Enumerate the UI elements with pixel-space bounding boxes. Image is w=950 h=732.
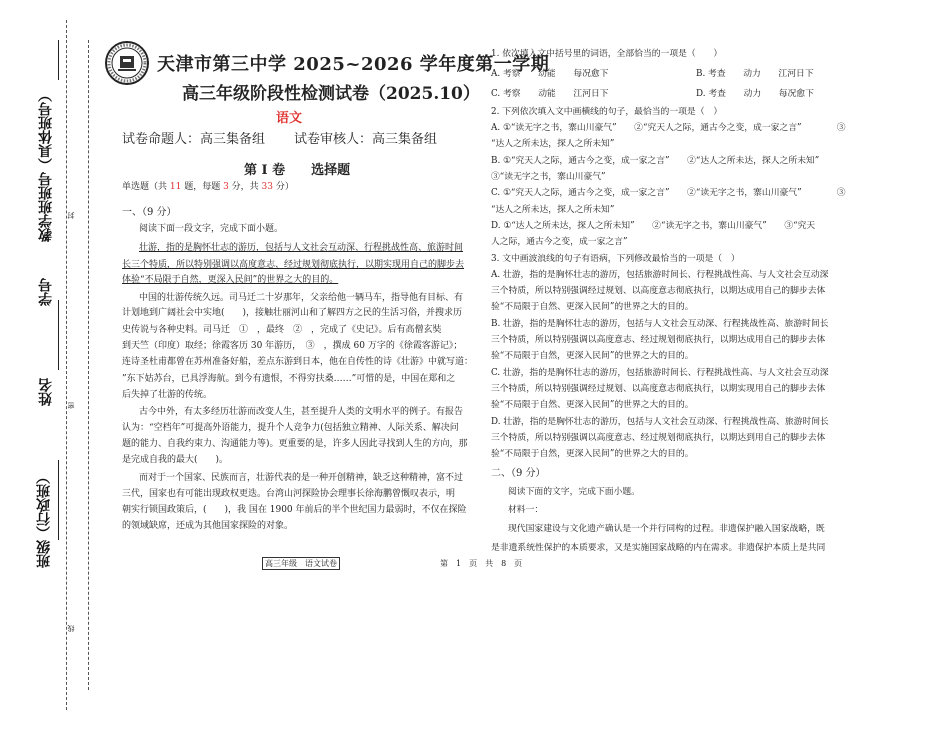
binding-underline-1 bbox=[58, 460, 59, 540]
volume-title: 第 I 卷 选择题 bbox=[244, 163, 351, 178]
q2-option-line: B. ①“究天人之际，通古今之变，成一家之言” ②“达人之所未达，探人之所未知” bbox=[491, 156, 820, 166]
passage-line: 的领域缺席，还成为其他国家探险的对象。 bbox=[122, 521, 294, 531]
passage-line: 阅读下面的文字，完成下面小题。 bbox=[508, 487, 640, 497]
q3-option-line: 三个特质，所以特别强调经过规划、以高度意志彻底执行，以期实现用自己的脚步去体 bbox=[491, 384, 826, 394]
q2-option-line: “达人之所未达，探人之所未知” bbox=[491, 205, 615, 215]
binding-dashed-line-inner bbox=[88, 40, 89, 690]
q3-option-line: 验“不局限于自然、更深入民间”的世界之大的目的。 bbox=[491, 302, 694, 312]
footer-page: 第 1 页 共 8 页 bbox=[440, 559, 523, 568]
q2-option-line: C. ①“究天人之际，通古今之变，成一家之言” ②“读无字之书，寨山川豪气” ③ bbox=[491, 188, 846, 198]
binding-underline-2 bbox=[58, 300, 59, 370]
question-3: 3. 文中画波浪线的句子有语病，下列修改最恰当的一项是（ ） bbox=[491, 254, 740, 264]
passage-line: 而对于一个国家、民族而言，壮游代表的是一种开创精神，缺乏这种精神，富不过 bbox=[139, 473, 464, 483]
question-1: 1. 依次填入文中括号里的词语，全部恰当的一项是（ ） bbox=[491, 49, 723, 59]
seal-char-mi: 密 bbox=[67, 402, 75, 409]
passage-line: 是非遗系统性保护的本质要求，又是实施国家战略的内在需求。非遗保护本质上是共同 bbox=[491, 543, 826, 553]
q1-option-b: B. 考查 动力 江河日下 bbox=[696, 69, 814, 79]
passage-line: 中国的壮游传统久远。司马迁二十岁那年，父亲给他一辆马车，指导他有目标、有 bbox=[139, 293, 464, 303]
passage-line: 材料一： bbox=[508, 505, 544, 515]
section-intro: 单选题（共 11 题，每题 3 分，共 33 分） bbox=[122, 182, 294, 192]
exam-title: 高三年级阶段性检测试卷（2025.10） bbox=[182, 84, 480, 104]
q1-option-d: D. 考查 动力 每况愈下 bbox=[696, 89, 814, 99]
q2-option-line: ③“读无字之书，寨山川豪气” bbox=[491, 172, 606, 182]
q3-option-line: 三个特质，所以特别强调以高度意志、经过规划彻底执行，以期达到用自己的脚步去体 bbox=[491, 433, 826, 443]
school-title: 天津市第三中学 2025~2026 学年度第一学期 bbox=[157, 54, 550, 75]
passage-line: 题的能力、自我约束力、沟通能力等)。更重要的是，许多人因此寻找到人生的方向，那 bbox=[122, 439, 468, 449]
student-id-label: 学号 bbox=[38, 278, 54, 306]
seal-char-xian: 线 bbox=[67, 625, 75, 632]
passage-line: 古今中外，有太多经历壮游而改变人生，甚至提升人类的文明水平的例子。有报告 bbox=[139, 407, 464, 417]
passage-line-underlined: 壮游，指的是胸怀壮志的游历，包括与人文社会互动深、行程挑战性高、旅游时间 bbox=[139, 243, 464, 253]
passage-line: 史传说与各种史料。司马迁 ① ，最终 ② ，完成了《史记》。后有高僧玄奘 bbox=[122, 325, 442, 335]
passage-line-underlined: 体验“不局限于自然，更深入民间”的世界之大的目的。 bbox=[122, 275, 339, 285]
q3-option-line: B. 壮游，指的是胸怀壮志的游历，包括与人文社会互动深、行程挑战性高、旅游时间长 bbox=[491, 319, 829, 329]
passage-line: 后失掉了壮游的传统。 bbox=[122, 390, 213, 400]
passage-line: 阅读下面一段文字，完成下面小题。 bbox=[139, 224, 284, 234]
q3-option-line: C. 壮游，指的是胸怀壮志的游历，包括旅游时间长、行程挑战性高、与人文社会互动深 bbox=[491, 368, 829, 378]
q2-option-line: D. ①“达人之所未达，探人之所未知” ②“读无字之书，寨山川豪气” ③“究天 bbox=[491, 221, 816, 231]
reviewer-line: 试卷审核人：高三集备组 bbox=[294, 132, 438, 147]
section-one-heading: 一、（9 分） bbox=[122, 207, 177, 218]
q3-option-line: 三个特质，所以特别强调以高度意志、经过规划彻底执行，以期达成用自己的脚步去体 bbox=[491, 335, 826, 345]
passage-line: 认为：“空档年”可提高外语能力，提升个人竞争力(包括独立精神、人际关系、解决问 bbox=[122, 423, 459, 433]
q2-option-line: 人之际，通古今之变，成一家之言” bbox=[491, 237, 628, 247]
class-label: 班级（行政班） bbox=[36, 470, 52, 568]
passage-line: 三代，国家也有可能出现政权更迭。台湾山河探险协会理事长徐海鹏曾慨叹表示，明 bbox=[122, 489, 456, 499]
setter-line: 试卷命题人：高三集备组 bbox=[122, 132, 266, 147]
name-label: 姓名 bbox=[38, 378, 54, 406]
passage-line: 到天竺（印度）取经；徐霞客历 30 年游历， ③ ，撰成 60 万字的《徐霞客游记》； bbox=[122, 341, 463, 351]
q1-option-c: C. 考察 动能 江河日下 bbox=[491, 89, 609, 99]
q3-option-line: A. 壮游，指的是胸怀壮志的游历，包括旅游时间长、行程挑战性高、与人文社会互动深 bbox=[491, 270, 829, 280]
seal-char-feng: 封 bbox=[67, 212, 75, 219]
q3-option-line: 验“不局限于自然，更深入民间”的世界之大的目的。 bbox=[491, 449, 694, 459]
q3-option-line: 验“不局限于自然，更深入民间”的世界之大的目的。 bbox=[491, 351, 694, 361]
binding-underline-3 bbox=[58, 40, 59, 80]
passage-line: 计划地到广阔社会中实地( )，接触壮丽河山和了解四方之民的生活习俗，并搜求历 bbox=[122, 308, 463, 318]
passage-line: 连诗圣杜甫都曾在苏州准备好船，差点东游到日本，他在自传性的诗《壮游》中就写道： bbox=[122, 357, 474, 367]
passage-line-underlined: 长三个特质，所以特别强调以高度意志、经过规划彻底执行，以期实现用自己的脚步去 bbox=[122, 260, 465, 270]
q1-option-a: A. 考察 动能 每况愈下 bbox=[491, 69, 609, 79]
q3-option-line: D. 壮游，指的是胸怀壮志的游历，包括与人文社会互动深、行程挑战性高、旅游时间长 bbox=[491, 417, 829, 427]
school-seal-icon bbox=[104, 40, 150, 86]
question-2: 2. 下列依次填入文中画横线的句子，最恰当的一项是（ ） bbox=[491, 107, 723, 117]
q3-option-line: 三个特质，所以特别强调经过规划、以高度意志彻底执行，以期达成用自己的脚步去体 bbox=[491, 286, 826, 296]
footer-left: 高三年级 语文试卷 bbox=[262, 557, 340, 570]
passage-line: ”东下姑苏台，已具浮海航。到今有遗恨，不得穷扶桑……”可惜的是，中国在郑和之 bbox=[122, 374, 456, 384]
binding-dashed-line bbox=[66, 20, 67, 710]
passage-line: 朝实行锁国政策后，( )，我 国在 1900 年前后的半个世纪国力最弱时，不仅在探险 bbox=[122, 505, 467, 515]
teaching-class-label: 教学班班号（具体班号） bbox=[38, 88, 54, 242]
q3-option-line: 验“不局限于自然、更深入民间”的世界之大的目的。 bbox=[491, 400, 694, 410]
section-two-heading: 二、（9 分） bbox=[491, 468, 546, 479]
subject-title: 语文 bbox=[276, 111, 303, 126]
q2-option-line: “达人之所未达，探人之所未知” bbox=[491, 139, 615, 149]
q2-option-line: A. ①“读无字之书，寨山川豪气” ②“究天人之际，通古今之变，成一家之言” ③ bbox=[491, 123, 846, 133]
passage-line: 现代国家建设与文化遗产确认是一个并行同构的过程。非遗保护融入国家战略，既 bbox=[508, 524, 825, 534]
passage-line: 是完成自我的最大( )。 bbox=[122, 455, 229, 465]
